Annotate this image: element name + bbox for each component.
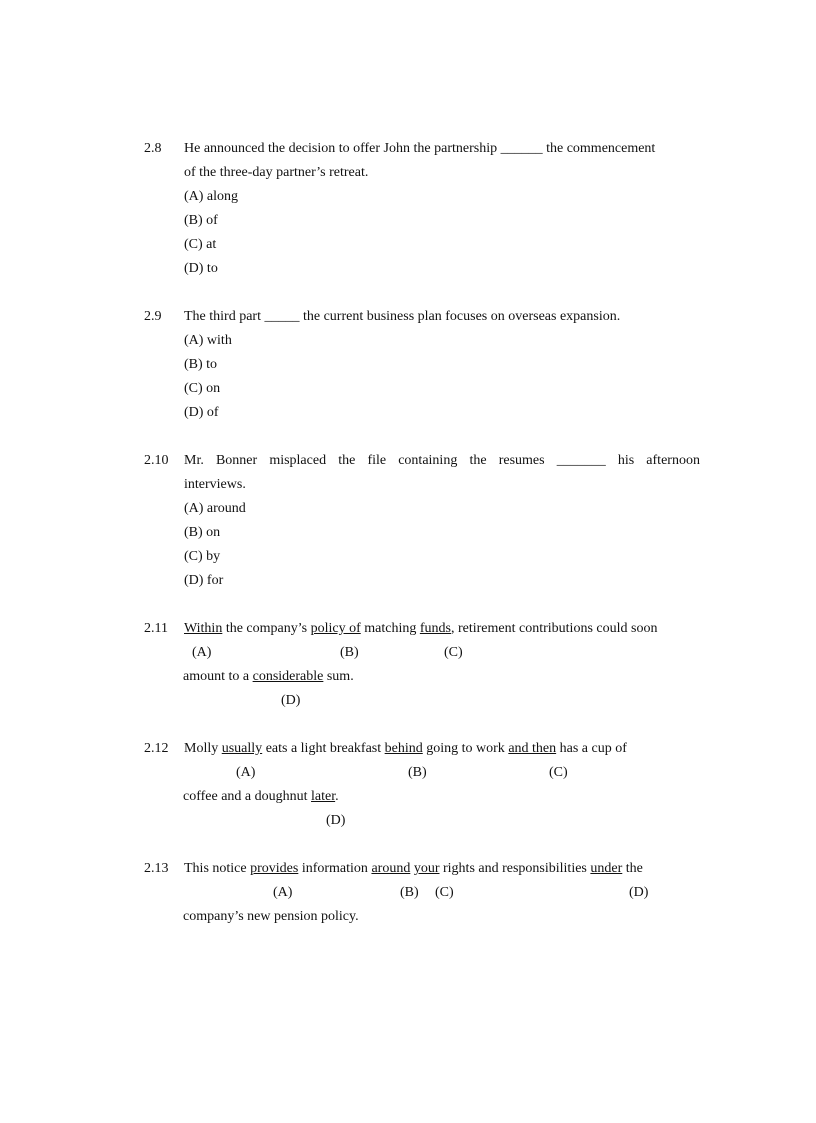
question-number: 2.8 bbox=[144, 141, 162, 156]
sentence-text: has a cup of bbox=[556, 741, 627, 756]
sentence-text: rights and responsibilities bbox=[439, 861, 591, 876]
stem-word: file bbox=[367, 453, 387, 468]
option-d[interactable]: (D) to bbox=[184, 261, 218, 276]
question-number: 2.12 bbox=[144, 741, 169, 756]
question-number: 2.13 bbox=[144, 861, 169, 876]
sentence-text: coffee and a doughnut bbox=[183, 789, 312, 804]
sentence-text: amount to a bbox=[183, 669, 253, 684]
stem-word: containing bbox=[398, 453, 458, 468]
label-b: (B) bbox=[340, 645, 359, 660]
option-b[interactable]: (B) of bbox=[184, 213, 218, 228]
underlined-segment-c[interactable]: and then bbox=[508, 741, 557, 756]
label-b: (B) bbox=[408, 765, 427, 780]
question-number: 2.9 bbox=[144, 309, 162, 324]
sentence-text: , retirement contributions could soon bbox=[450, 621, 658, 636]
option-c[interactable]: (C) at bbox=[184, 237, 217, 252]
sentence-text: information bbox=[298, 861, 372, 876]
underlined-segment-d[interactable]: under bbox=[590, 861, 623, 876]
label-d: (D) bbox=[326, 813, 346, 828]
label-c: (C) bbox=[444, 645, 463, 660]
question-stem bbox=[184, 141, 700, 157]
option-d[interactable]: (D) for bbox=[184, 573, 224, 588]
option-c[interactable]: (C) on bbox=[184, 381, 221, 396]
option-b[interactable]: (B) on bbox=[184, 525, 221, 540]
question-sentence-continued bbox=[183, 789, 339, 805]
question-sentence-continued bbox=[183, 669, 354, 685]
stem-word: afternoon bbox=[646, 453, 700, 468]
label-c: (C) bbox=[549, 765, 568, 780]
stem-word: Mr. bbox=[184, 453, 204, 468]
sentence-text: matching bbox=[360, 621, 420, 636]
question-number: 2.10 bbox=[144, 453, 169, 468]
sentence-text: eats a light breakfast bbox=[262, 741, 385, 756]
sentence-text: the company’s bbox=[222, 621, 311, 636]
question-sentence-continued: company’s new pension policy. bbox=[183, 909, 359, 924]
label-a: (A) bbox=[273, 885, 293, 900]
option-a[interactable]: (A) around bbox=[184, 501, 246, 516]
stem-text: He announced the decision to offer John the partnership ______ the commencement bbox=[184, 141, 656, 156]
stem-word: the bbox=[469, 453, 487, 468]
sentence-text: . bbox=[335, 789, 339, 804]
sentence-text: This notice bbox=[184, 861, 251, 876]
option-c[interactable]: (C) by bbox=[184, 549, 221, 564]
sentence-text: the bbox=[622, 861, 643, 876]
option-a[interactable]: (A) along bbox=[184, 189, 239, 204]
question-sentence bbox=[184, 621, 657, 637]
question-stem: The third part _____ the current business plan focuses on overseas expansion. bbox=[184, 309, 621, 324]
question-sentence bbox=[184, 741, 627, 757]
stem-word: the bbox=[338, 453, 356, 468]
answer-blank: _______ bbox=[556, 453, 606, 468]
option-a[interactable]: (A) with bbox=[184, 333, 232, 348]
label-a: (A) bbox=[236, 765, 256, 780]
underlined-segment-a[interactable]: Within bbox=[184, 621, 223, 636]
underlined-segment-d[interactable]: later bbox=[311, 789, 336, 804]
stem-word: Bonner bbox=[215, 453, 258, 468]
stem-word: misplaced bbox=[269, 453, 327, 468]
underlined-segment-a[interactable]: provides bbox=[250, 861, 299, 876]
label-c: (C) bbox=[435, 885, 454, 900]
label-d: (D) bbox=[629, 885, 649, 900]
sentence-text: going to work bbox=[422, 741, 509, 756]
underlined-segment-b[interactable]: policy of bbox=[310, 621, 361, 636]
underlined-segment-c[interactable]: your bbox=[413, 861, 440, 876]
underlined-segment-b[interactable]: behind bbox=[384, 741, 423, 756]
label-d: (D) bbox=[281, 693, 301, 708]
question-stem-continued: interviews. bbox=[184, 477, 246, 492]
label-a: (A) bbox=[192, 645, 212, 660]
label-b: (B) bbox=[400, 885, 419, 900]
stem-word: resumes bbox=[498, 453, 545, 468]
question-stem bbox=[184, 453, 700, 469]
sentence-text: Molly bbox=[184, 741, 222, 756]
stem-word: his bbox=[617, 453, 635, 468]
question-number: 2.11 bbox=[144, 621, 168, 636]
underlined-segment-b[interactable]: around bbox=[371, 861, 411, 876]
question-sentence bbox=[184, 861, 643, 877]
question-stem-continued: of the three-day partner’s retreat. bbox=[184, 165, 369, 180]
option-d[interactable]: (D) of bbox=[184, 405, 219, 420]
underlined-segment-c[interactable]: funds bbox=[419, 621, 451, 636]
option-b[interactable]: (B) to bbox=[184, 357, 218, 372]
underlined-segment-d[interactable]: considerable bbox=[252, 669, 324, 684]
underlined-segment-a[interactable]: usually bbox=[221, 741, 263, 756]
sentence-text: sum. bbox=[323, 669, 354, 684]
